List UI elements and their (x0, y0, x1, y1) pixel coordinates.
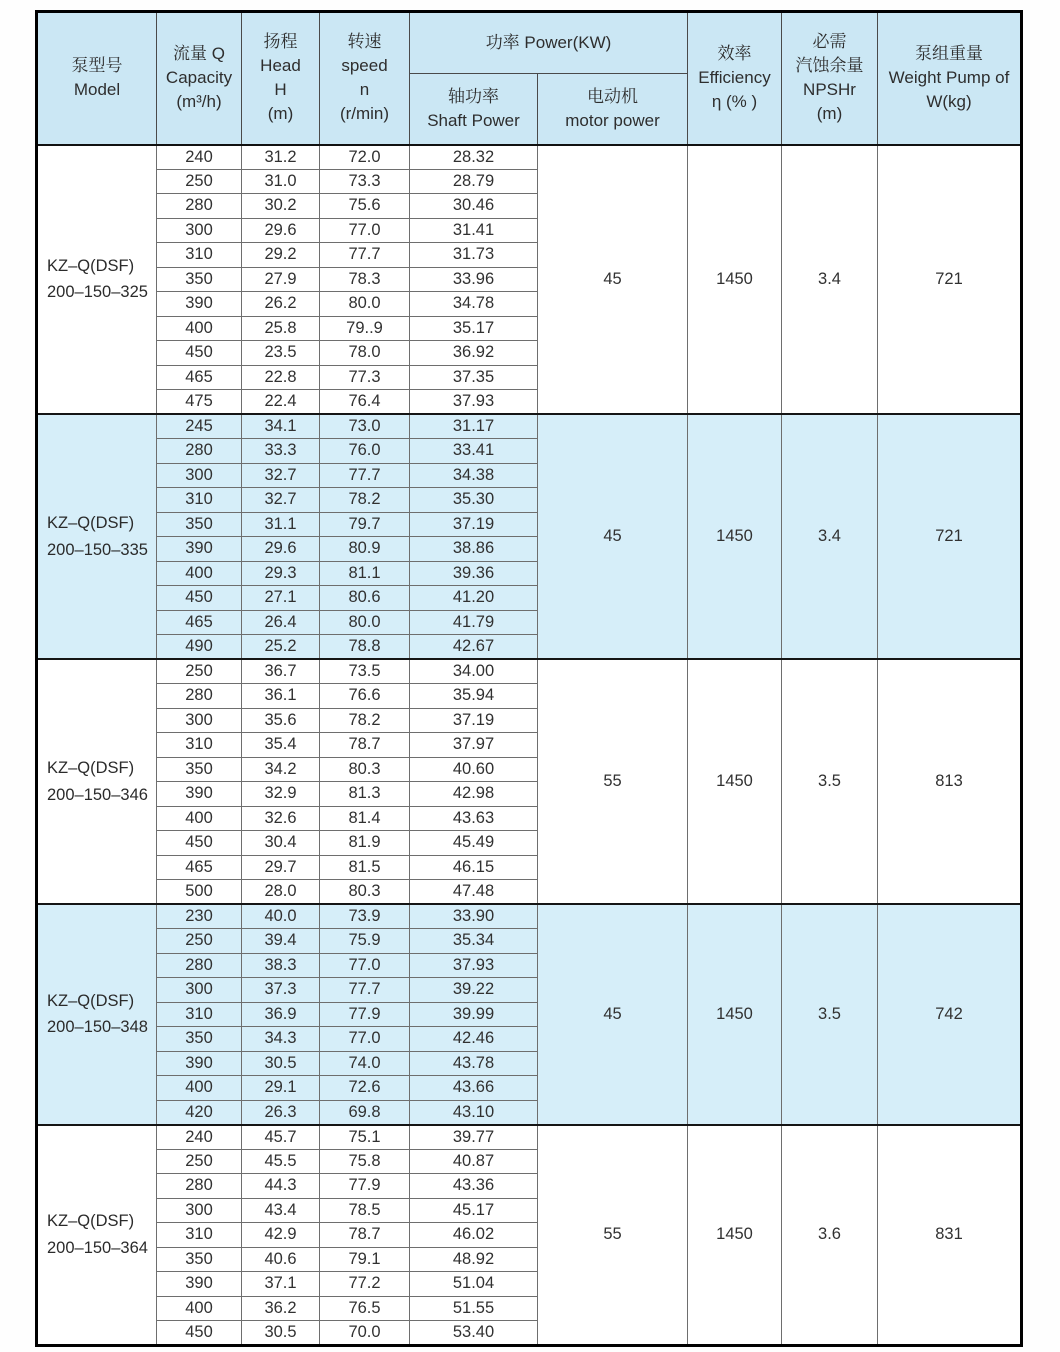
cell-head: 34.2 (242, 757, 320, 782)
cell-shaft-power: 53.40 (410, 1321, 538, 1346)
cell-speed: 77.7 (320, 978, 410, 1003)
col-header-shaft-power-zh: 轴功率 (448, 86, 499, 106)
cell-shaft-power: 42.98 (410, 782, 538, 807)
cell-motor-power: 45 (538, 904, 688, 1125)
table-row (37, 414, 1022, 439)
col-header-efficiency (688, 12, 782, 145)
cell-capacity: 250 (157, 169, 242, 194)
cell-model (37, 414, 157, 659)
cell-speed: 76.6 (320, 684, 410, 709)
table-row (37, 904, 1022, 929)
cell-shaft-power: 43.63 (410, 806, 538, 831)
cell-capacity: 310 (157, 733, 242, 758)
cell-head: 34.1 (242, 414, 320, 439)
cell-capacity: 450 (157, 341, 242, 366)
cell-capacity: 390 (157, 782, 242, 807)
cell-speed: 77.9 (320, 1002, 410, 1027)
cell-capacity: 400 (157, 561, 242, 586)
cell-shaft-power: 43.10 (410, 1100, 538, 1125)
cell-capacity: 465 (157, 610, 242, 635)
table-body (37, 145, 1022, 1346)
cell-npshr: 3.6 (782, 1125, 878, 1346)
col-header-speed-zh: 转速 (347, 32, 382, 51)
cell-speed: 76.0 (320, 439, 410, 464)
cell-capacity: 250 (157, 1149, 242, 1174)
cell-speed: 81.3 (320, 782, 410, 807)
cell-shaft-power: 51.04 (410, 1272, 538, 1297)
cell-speed: 81.4 (320, 806, 410, 831)
cell-head: 30.4 (242, 831, 320, 856)
cell-capacity: 420 (157, 1100, 242, 1125)
cell-npshr: 3.5 (782, 659, 878, 904)
cell-capacity: 300 (157, 978, 242, 1003)
cell-speed: 73.5 (320, 659, 410, 684)
cell-capacity: 450 (157, 831, 242, 856)
cell-speed: 77.7 (320, 243, 410, 268)
cell-capacity: 350 (157, 1247, 242, 1272)
col-header-capacity-unit: (m³/h) (176, 92, 222, 112)
col-header-capacity (157, 12, 242, 145)
cell-efficiency: 1450 (688, 904, 782, 1125)
cell-shaft-power: 46.15 (410, 855, 538, 880)
cell-model-line: KZ–Q(DSF) (47, 256, 135, 275)
table-row (37, 659, 1022, 684)
cell-capacity: 400 (157, 1296, 242, 1321)
cell-capacity: 350 (157, 512, 242, 537)
cell-speed: 73.0 (320, 414, 410, 439)
cell-head: 29.1 (242, 1076, 320, 1101)
cell-shaft-power: 47.48 (410, 880, 538, 905)
cell-head: 36.1 (242, 684, 320, 709)
cell-efficiency: 1450 (688, 414, 782, 659)
cell-speed: 73.3 (320, 169, 410, 194)
cell-npshr: 3.4 (782, 145, 878, 415)
cell-head: 40.0 (242, 904, 320, 929)
cell-weight: 742 (878, 904, 1022, 1125)
cell-shaft-power: 41.79 (410, 610, 538, 635)
cell-weight: 721 (878, 145, 1022, 415)
cell-head: 31.2 (242, 145, 320, 170)
cell-speed: 77.0 (320, 1027, 410, 1052)
col-header-head-symbol: H (274, 80, 287, 100)
col-header-speed (320, 12, 410, 145)
cell-capacity: 300 (157, 1198, 242, 1223)
cell-speed: 75.8 (320, 1149, 410, 1174)
col-header-motor-power-en: motor power (565, 110, 660, 130)
col-header-npshr-en: NPSHr (803, 80, 856, 100)
cell-weight: 831 (878, 1125, 1022, 1346)
cell-head: 22.4 (242, 390, 320, 415)
table-row (37, 145, 1022, 170)
cell-shaft-power: 33.90 (410, 904, 538, 929)
col-header-head-unit: (m) (267, 104, 294, 124)
cell-capacity: 400 (157, 806, 242, 831)
cell-head: 43.4 (242, 1198, 320, 1223)
cell-shaft-power: 51.55 (410, 1296, 538, 1321)
cell-shaft-power: 37.97 (410, 733, 538, 758)
cell-speed: 81.5 (320, 855, 410, 880)
cell-speed: 72.0 (320, 145, 410, 170)
cell-model-line: 200–150–364 (47, 1238, 148, 1257)
cell-speed: 75.1 (320, 1125, 410, 1150)
cell-speed: 80.0 (320, 610, 410, 635)
cell-speed: 80.0 (320, 292, 410, 317)
cell-capacity: 280 (157, 1174, 242, 1199)
col-header-capacity-zh: 流量 Q (173, 44, 225, 64)
cell-shaft-power: 37.93 (410, 390, 538, 415)
cell-efficiency: 1450 (688, 1125, 782, 1346)
cell-capacity: 280 (157, 194, 242, 219)
cell-model (37, 904, 157, 1125)
cell-speed: 78.3 (320, 267, 410, 292)
col-header-power-group: 功率 Power(KW) (410, 12, 688, 74)
col-header-npshr-unit: (m) (816, 104, 843, 124)
cell-npshr: 3.4 (782, 414, 878, 659)
cell-shaft-power: 30.46 (410, 194, 538, 219)
cell-shaft-power: 46.02 (410, 1223, 538, 1248)
cell-capacity: 490 (157, 635, 242, 660)
cell-shaft-power: 35.94 (410, 684, 538, 709)
cell-capacity: 245 (157, 414, 242, 439)
cell-speed: 80.3 (320, 880, 410, 905)
cell-speed: 72.6 (320, 1076, 410, 1101)
cell-shaft-power: 33.41 (410, 439, 538, 464)
cell-head: 35.4 (242, 733, 320, 758)
cell-capacity: 310 (157, 1223, 242, 1248)
cell-shaft-power: 33.96 (410, 267, 538, 292)
cell-shaft-power: 34.38 (410, 463, 538, 488)
cell-speed: 78.2 (320, 708, 410, 733)
cell-shaft-power: 37.93 (410, 953, 538, 978)
cell-speed: 78.2 (320, 488, 410, 513)
cell-speed: 75.9 (320, 929, 410, 954)
cell-speed: 77.3 (320, 365, 410, 390)
cell-head: 45.5 (242, 1149, 320, 1174)
cell-shaft-power: 38.86 (410, 537, 538, 562)
cell-shaft-power: 45.49 (410, 831, 538, 856)
cell-capacity: 280 (157, 439, 242, 464)
cell-head: 29.6 (242, 218, 320, 243)
table-row (37, 1125, 1022, 1150)
cell-head: 37.1 (242, 1272, 320, 1297)
cell-head: 39.4 (242, 929, 320, 954)
cell-speed: 78.7 (320, 733, 410, 758)
cell-speed: 81.9 (320, 831, 410, 856)
cell-head: 27.1 (242, 586, 320, 611)
cell-shaft-power: 40.87 (410, 1149, 538, 1174)
cell-model-line: 200–150–335 (47, 540, 148, 559)
cell-shaft-power: 28.32 (410, 145, 538, 170)
cell-model-line: KZ–Q(DSF) (47, 514, 135, 533)
cell-shaft-power: 34.78 (410, 292, 538, 317)
cell-speed: 77.2 (320, 1272, 410, 1297)
cell-model-line: 200–150–348 (47, 1018, 148, 1037)
cell-capacity: 350 (157, 1027, 242, 1052)
cell-head: 26.3 (242, 1100, 320, 1125)
cell-model (37, 1125, 157, 1346)
col-header-npshr-zh1: 必需 (812, 32, 847, 51)
cell-head: 25.2 (242, 635, 320, 660)
cell-speed: 77.0 (320, 953, 410, 978)
cell-shaft-power: 40.60 (410, 757, 538, 782)
col-header-npshr-zh2: 汽蚀余量 (795, 56, 864, 76)
cell-shaft-power: 28.79 (410, 169, 538, 194)
cell-head: 30.2 (242, 194, 320, 219)
cell-speed: 81.1 (320, 561, 410, 586)
cell-speed: 78.8 (320, 635, 410, 660)
cell-head: 23.5 (242, 341, 320, 366)
cell-capacity: 390 (157, 1272, 242, 1297)
cell-head: 31.1 (242, 512, 320, 537)
cell-head: 32.7 (242, 463, 320, 488)
col-header-shaft-power-en: Shaft Power (427, 110, 520, 130)
cell-capacity: 400 (157, 1076, 242, 1101)
cell-capacity: 230 (157, 904, 242, 929)
cell-head: 34.3 (242, 1027, 320, 1052)
col-header-head (242, 12, 320, 145)
cell-head: 45.7 (242, 1125, 320, 1150)
cell-head: 32.6 (242, 806, 320, 831)
cell-capacity: 280 (157, 684, 242, 709)
cell-capacity: 280 (157, 953, 242, 978)
cell-capacity: 390 (157, 292, 242, 317)
cell-head: 40.6 (242, 1247, 320, 1272)
cell-npshr: 3.5 (782, 904, 878, 1125)
cell-efficiency: 1450 (688, 145, 782, 415)
cell-speed: 69.8 (320, 1100, 410, 1125)
cell-model-line: KZ–Q(DSF) (47, 1212, 135, 1231)
cell-capacity: 350 (157, 267, 242, 292)
cell-head: 22.8 (242, 365, 320, 390)
cell-efficiency: 1450 (688, 659, 782, 904)
cell-head: 32.9 (242, 782, 320, 807)
cell-shaft-power: 39.99 (410, 1002, 538, 1027)
cell-speed: 76.5 (320, 1296, 410, 1321)
cell-shaft-power: 48.92 (410, 1247, 538, 1272)
cell-head: 26.4 (242, 610, 320, 635)
cell-model-line: 200–150–325 (47, 283, 148, 302)
cell-capacity: 390 (157, 537, 242, 562)
cell-capacity: 240 (157, 145, 242, 170)
cell-capacity: 240 (157, 1125, 242, 1150)
cell-model (37, 145, 157, 415)
col-header-head-zh: 扬程 (263, 32, 298, 51)
cell-shaft-power: 37.35 (410, 365, 538, 390)
cell-head: 26.2 (242, 292, 320, 317)
col-header-weight-unit: W(kg) (926, 92, 972, 112)
cell-speed: 79.1 (320, 1247, 410, 1272)
cell-capacity: 310 (157, 488, 242, 513)
cell-head: 29.6 (242, 537, 320, 562)
cell-head: 38.3 (242, 953, 320, 978)
cell-capacity: 450 (157, 586, 242, 611)
cell-speed: 70.0 (320, 1321, 410, 1346)
cell-head: 33.3 (242, 439, 320, 464)
cell-capacity: 400 (157, 316, 242, 341)
cell-head: 27.9 (242, 267, 320, 292)
cell-capacity: 310 (157, 1002, 242, 1027)
cell-model (37, 659, 157, 904)
cell-weight: 813 (878, 659, 1022, 904)
cell-shaft-power: 43.78 (410, 1051, 538, 1076)
col-header-speed-unit: (r/min) (339, 104, 390, 124)
cell-head: 32.7 (242, 488, 320, 513)
col-header-shaft-power (410, 74, 538, 145)
col-header-weight-en: Weight Pump of (888, 68, 1010, 88)
cell-motor-power: 55 (538, 1125, 688, 1346)
col-header-efficiency-en: Efficiency (698, 68, 771, 88)
cell-capacity: 465 (157, 365, 242, 390)
cell-capacity: 350 (157, 757, 242, 782)
cell-model-line: KZ–Q(DSF) (47, 759, 135, 778)
col-header-efficiency-zh: 效率 (717, 44, 752, 64)
cell-head: 29.2 (242, 243, 320, 268)
col-header-npshr (782, 12, 878, 145)
cell-head: 36.7 (242, 659, 320, 684)
col-header-efficiency-unit: η (% ) (711, 92, 758, 112)
cell-shaft-power: 31.17 (410, 414, 538, 439)
cell-head: 36.9 (242, 1002, 320, 1027)
cell-motor-power: 45 (538, 145, 688, 415)
table-header (37, 12, 1022, 145)
col-header-speed-en: speed (341, 56, 388, 76)
cell-shaft-power: 31.73 (410, 243, 538, 268)
col-header-weight-zh: 泵组重量 (915, 44, 983, 64)
cell-capacity: 500 (157, 880, 242, 905)
col-header-weight (878, 12, 1022, 145)
cell-model-line: KZ–Q(DSF) (47, 991, 135, 1010)
cell-speed: 77.9 (320, 1174, 410, 1199)
cell-head: 31.0 (242, 169, 320, 194)
cell-capacity: 250 (157, 659, 242, 684)
cell-shaft-power: 42.67 (410, 635, 538, 660)
cell-speed: 76.4 (320, 390, 410, 415)
cell-model-line: 200–150–346 (47, 785, 148, 804)
cell-head: 30.5 (242, 1051, 320, 1076)
cell-speed: 73.9 (320, 904, 410, 929)
cell-shaft-power: 43.66 (410, 1076, 538, 1101)
cell-capacity: 465 (157, 855, 242, 880)
cell-capacity: 300 (157, 708, 242, 733)
cell-head: 37.3 (242, 978, 320, 1003)
cell-speed: 80.9 (320, 537, 410, 562)
pump-spec-table (35, 10, 1023, 1347)
cell-capacity: 475 (157, 390, 242, 415)
cell-shaft-power: 35.34 (410, 929, 538, 954)
cell-speed: 77.7 (320, 463, 410, 488)
cell-shaft-power: 34.00 (410, 659, 538, 684)
cell-head: 29.7 (242, 855, 320, 880)
cell-shaft-power: 45.17 (410, 1198, 538, 1223)
cell-speed: 79.7 (320, 512, 410, 537)
col-header-model-en: Model (73, 80, 121, 100)
cell-shaft-power: 31.41 (410, 218, 538, 243)
cell-capacity: 300 (157, 218, 242, 243)
cell-head: 29.3 (242, 561, 320, 586)
cell-shaft-power: 35.30 (410, 488, 538, 513)
col-header-speed-symbol: n (359, 80, 370, 100)
col-header-capacity-en: Capacity (165, 68, 233, 88)
cell-speed: 78.7 (320, 1223, 410, 1248)
cell-speed: 80.6 (320, 586, 410, 611)
cell-shaft-power: 43.36 (410, 1174, 538, 1199)
cell-motor-power: 45 (538, 414, 688, 659)
cell-speed: 78.5 (320, 1198, 410, 1223)
cell-shaft-power: 39.36 (410, 561, 538, 586)
col-header-model (37, 12, 157, 145)
cell-weight: 721 (878, 414, 1022, 659)
cell-shaft-power: 41.20 (410, 586, 538, 611)
col-header-motor-power (538, 74, 688, 145)
cell-capacity: 450 (157, 1321, 242, 1346)
cell-speed: 80.3 (320, 757, 410, 782)
col-header-motor-power-zh: 电动机 (587, 86, 638, 106)
cell-head: 25.8 (242, 316, 320, 341)
cell-speed: 77.0 (320, 218, 410, 243)
cell-speed: 78.0 (320, 341, 410, 366)
cell-shaft-power: 42.46 (410, 1027, 538, 1052)
cell-shaft-power: 39.77 (410, 1125, 538, 1150)
cell-speed: 79..9 (320, 316, 410, 341)
cell-shaft-power: 35.17 (410, 316, 538, 341)
cell-capacity: 310 (157, 243, 242, 268)
cell-speed: 75.6 (320, 194, 410, 219)
cell-head: 42.9 (242, 1223, 320, 1248)
cell-motor-power: 55 (538, 659, 688, 904)
col-header-head-en: Head (260, 56, 301, 76)
cell-head: 28.0 (242, 880, 320, 905)
cell-speed: 74.0 (320, 1051, 410, 1076)
cell-head: 36.2 (242, 1296, 320, 1321)
cell-head: 35.6 (242, 708, 320, 733)
cell-head: 30.5 (242, 1321, 320, 1346)
cell-capacity: 390 (157, 1051, 242, 1076)
col-header-model-zh: 泵型号 (71, 56, 123, 76)
cell-head: 44.3 (242, 1174, 320, 1199)
cell-shaft-power: 37.19 (410, 708, 538, 733)
cell-capacity: 300 (157, 463, 242, 488)
cell-shaft-power: 37.19 (410, 512, 538, 537)
cell-capacity: 250 (157, 929, 242, 954)
cell-shaft-power: 36.92 (410, 341, 538, 366)
cell-shaft-power: 39.22 (410, 978, 538, 1003)
